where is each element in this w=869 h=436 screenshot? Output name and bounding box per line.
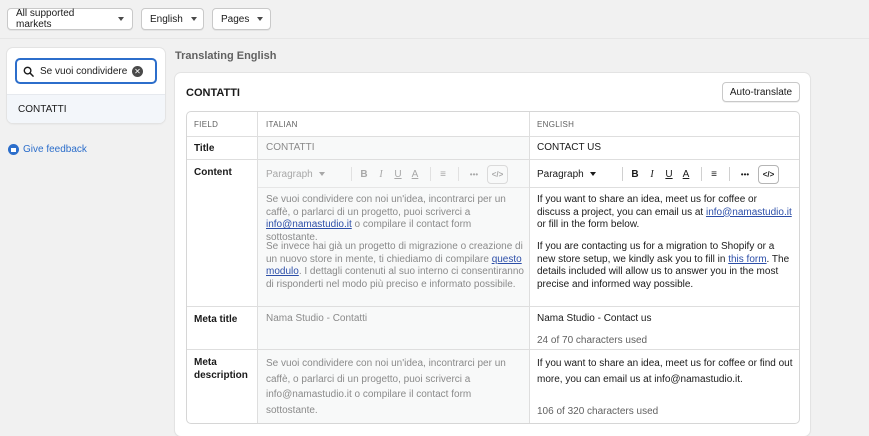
chevron-down-icon [191, 17, 197, 21]
source-form-link: questo modulo [266, 253, 522, 277]
chevron-down-icon [118, 17, 124, 21]
source-email-link: info@namastudio.it [266, 219, 352, 230]
chevron-down-icon [590, 172, 596, 176]
header-divider [0, 38, 869, 39]
language-dropdown[interactable] [141, 8, 204, 30]
code-view-icon[interactable]: </> [758, 165, 779, 184]
sidebar-item-contatti[interactable] [7, 94, 165, 123]
source-title: CONTATTI [266, 142, 315, 153]
bold-icon[interactable]: B [631, 168, 639, 180]
translation-card [175, 73, 810, 436]
field-label-title: Title [194, 143, 215, 154]
search-input[interactable] [40, 66, 128, 77]
column-header-field: FIELD [194, 120, 219, 129]
source-content-paragraph-2: Se invece hai già un progetto di migrazione o creazione di un nuovo store in mente, ti chiediamo di compilare questo modulo. I dettagli contenuti al suo interno ci consentiranno di risponderti nel modo più preciso e informato possibile. [266, 241, 524, 290]
code-view-icon: </> [487, 165, 508, 184]
page-heading: Translating English [175, 50, 277, 62]
bold-icon: B [360, 168, 368, 180]
markets-dropdown[interactable] [7, 8, 133, 30]
target-meta-title-input[interactable]: Nama Studio - Contact us [537, 313, 652, 324]
language-dropdown-label: English [150, 13, 183, 25]
target-content-paragraph-1[interactable]: If you want to share an idea, meet us for coffee or discuss a project, you can email us at info@namastudio.it or fill in the form below. [537, 194, 792, 230]
format-select[interactable] [537, 169, 617, 180]
chevron-down-icon [257, 17, 263, 21]
meta-description-char-count: 106 of 320 characters used [537, 406, 659, 417]
give-feedback-link[interactable] [8, 144, 87, 155]
meta-title-char-count: 24 of 70 characters used [537, 335, 648, 346]
format-select-label: Paragraph [537, 168, 584, 180]
markets-dropdown-label: All supported markets [16, 8, 75, 30]
translation-table [186, 111, 800, 424]
source-editor-toolbar [266, 163, 508, 185]
target-email-link[interactable]: info@namastudio.it [705, 206, 792, 218]
source-content-paragraph-1: Se vuoi condividere con noi un'idea, incontrarci per un caffè, o parlarci di un progetto, puoi scriverci a info@namastudio.it o compilare il contact form sottostante. [266, 194, 506, 243]
target-editor-toolbar [537, 163, 779, 185]
target-form-link[interactable]: this form [728, 253, 767, 265]
card-title: CONTATTI [186, 87, 240, 99]
more-options-icon: ••• [469, 169, 479, 179]
field-label-meta-title: Meta title [194, 314, 238, 325]
search-field[interactable] [15, 58, 157, 84]
sidebar-item-label: CONTATTI [18, 104, 67, 115]
search-icon [23, 66, 34, 77]
source-meta-title: Nama Studio - Contatti [266, 313, 368, 324]
target-content-paragraph-2[interactable]: If you are contacting us for a migration to Shopify or a new store setup, we kindly ask you to fill in this form. The details included will allow us to answer you in the most precise and informed way possible. [537, 241, 790, 290]
italic-icon[interactable]: I [650, 168, 654, 180]
resource-dropdown[interactable] [212, 8, 271, 30]
underline-icon[interactable]: U [665, 168, 673, 180]
give-feedback-label: Give feedback [23, 144, 87, 155]
source-meta-description: Se vuoi condividere con noi un'idea, incontrarci per un caffè, o parlarci di un progetto, puoi scriverci a info@namastudio.it o compilare il contact form sottostante. [266, 358, 506, 416]
format-select-label: Paragraph [266, 168, 313, 180]
italic-icon: I [379, 168, 383, 180]
format-select [266, 169, 346, 180]
target-title-input[interactable]: CONTACT US [537, 142, 602, 153]
align-left-icon: ≡ [440, 168, 446, 180]
resource-sidebar [7, 48, 165, 123]
align-left-icon[interactable]: ≡ [711, 168, 717, 180]
chat-bubble-icon [8, 144, 19, 155]
underline-icon: U [394, 168, 402, 180]
field-label-content: Content [194, 167, 232, 178]
chevron-down-icon [319, 172, 325, 176]
column-header-english: ENGLISH [537, 120, 575, 129]
resource-dropdown-label: Pages [221, 13, 250, 25]
text-color-icon: A [411, 168, 419, 180]
auto-translate-button[interactable]: Auto-translate [722, 82, 800, 102]
text-color-icon[interactable]: A [682, 168, 690, 180]
column-header-italian: ITALIAN [266, 120, 298, 129]
clear-search-icon[interactable]: ✕ [132, 66, 143, 77]
more-options-icon[interactable]: ••• [740, 169, 750, 179]
field-label-meta-description: Meta description [194, 357, 248, 381]
target-meta-description-input[interactable]: If you want to share an idea, meet us for coffee or find out more, you can email us at info@namastudio.it. [537, 358, 793, 385]
